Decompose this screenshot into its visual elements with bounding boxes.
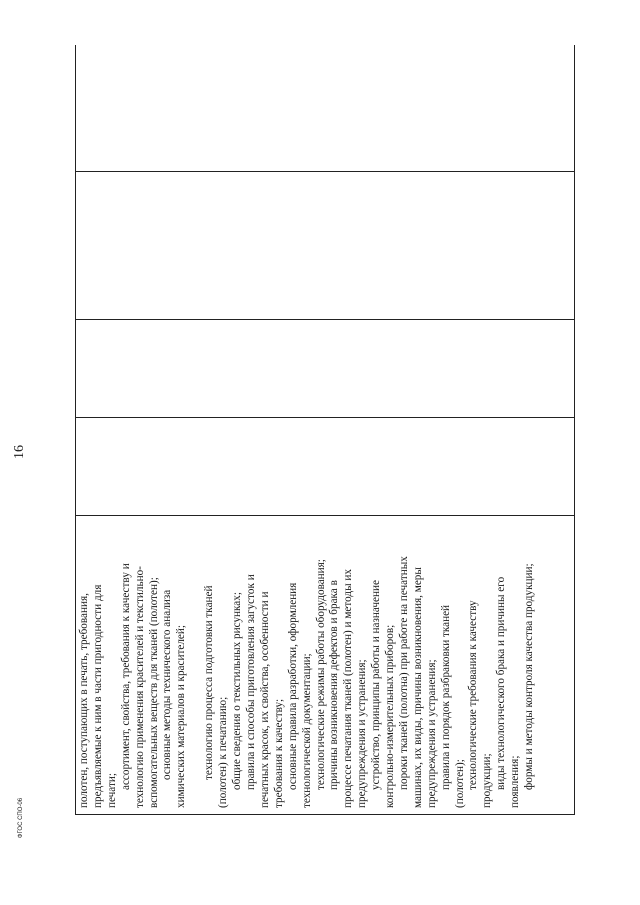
content-table-rotated [75,45,575,815]
text-line: (полотен) к печатанию; [217,696,230,808]
footer-code: ФГОС СПО-06 [18,797,24,839]
text-line: машинах, их виды, причины возникновения, меры [411,567,424,808]
text-line: продукции; [481,753,494,808]
text-line: технологию процесса подготовки тканей [203,585,216,780]
text-line: появления; [509,755,522,808]
content-table [75,45,575,815]
text-line: вспомогательных веществ для тканей (полотен); [147,577,160,808]
text-line: причины возникновения дефектов и брака в [328,580,341,790]
text-line: требования к качеству; [272,698,285,808]
text-line: печатных красок, их свойства, особенности и [258,591,271,808]
text-line: общие сведения о текстильных рисунках; [231,592,244,790]
text-line: формы и методы контроля качества продукции; [523,563,536,790]
text-line: технологические требования к качеству [467,600,480,790]
blank-line [189,518,203,808]
empty-cell [76,418,575,516]
page-number: 16 [12,445,27,459]
text-line: полотен, поступающих в печать, требования, [78,593,90,808]
empty-cell [76,172,575,320]
text-line: виды технологического брака и причины его [495,576,508,790]
requirements-text-cell [76,516,575,815]
text-line: правила и способы приготовления загусток и [244,574,257,790]
table-row [76,45,575,815]
text-line: пороки тканей (полотна) при работе на печатных [397,556,410,790]
text-line: печати; [105,773,118,808]
text-line: технологические режимы работы оборудования; [314,559,327,790]
text-line: предупреждения и устранения; [356,659,369,808]
text-line: предупреждения и устранения; [425,659,438,808]
text-line: устройство, принципы работы и назначение [370,580,383,790]
empty-cell [76,45,575,172]
text-line: основные правила разработки, оформления [286,582,299,790]
text-line: основные методы технического анализа [161,589,174,780]
text-line: ассортимент, свойства, требования к качеству и [119,563,132,790]
text-line: контрольно-измерительных приборов; [384,624,397,808]
text-line: (полотен); [453,759,466,808]
content-table-frame [75,45,575,815]
text-line: технологической документации; [300,653,313,808]
text-line: предъявляемые к ним в части пригодности для [91,584,104,808]
text-line: технологию применения красителей и текстильно- [133,566,146,808]
text-line: химических материалов и красителей; [175,625,188,808]
empty-cell [76,320,575,418]
text-line: процессе печатания тканей (полотен) и методы их [342,569,355,808]
text-line: правила и порядок разбраковки тканей [439,604,452,790]
